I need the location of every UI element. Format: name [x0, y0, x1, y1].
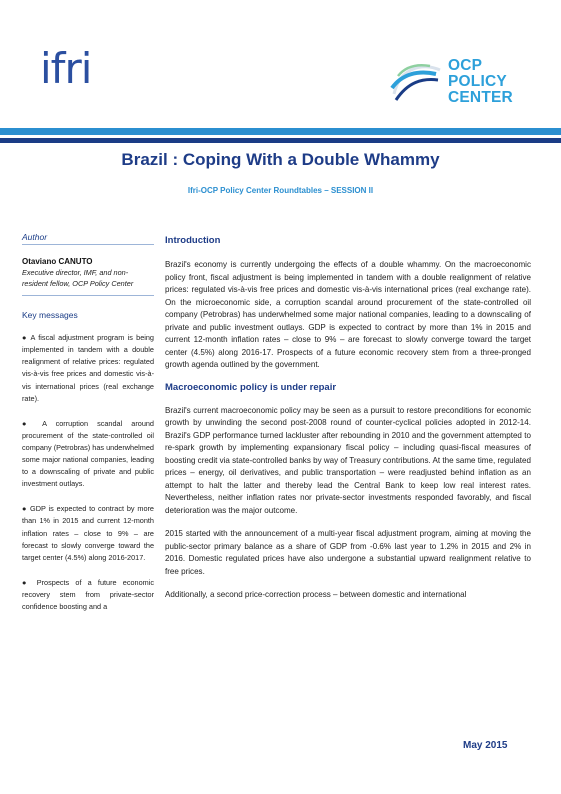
introduction-paragraph: Brazil's economy is currently undergoing the effects of a double whammy. On the macroeconomic policy front, fiscal adjustment is being implemented in tandem with a double realignment of relative prices: regulated vis-à-vis free prices and domestic vis-à-vis international prices (real exchange rate). On the microeconomic side, a corruption scandal around procurement of the state-controlled oil company (Petrobras) has underwhelmed some major national companies, leading to a downscaling of private and public investment outlays. GDP is expected to contract by more than 1% in 2015 and current 12-month inflation rates – close to 9% – are forecast to slowly converge toward the target center (4.5%) along 2016-17. Prospects of a future economic recovery stem from a three-pronged growth agenda outlined by the government. — [165, 260, 531, 369]
key-message-bullet: ● GDP is expected to contract by more than 1% in 2015 and current 12-month inflation rates – close to 9% – are forecast to slowly converge toward the target center (4.5%) along 2016-2017. — [22, 504, 154, 562]
sidebar — [22, 232, 154, 613]
macro-paragraph-2: 2015 started with the announcement of a multi-year fiscal adjustment program, aiming at moving the public-sector primary balance as a share of GDP from -0.6% last year to 1.2% in 2015 and 2% in 2016. Domestic regulated prices have also undergone a substantial upward realignment relative to free prices. — [165, 529, 531, 576]
ocp-logo-line-2: POLICY — [448, 73, 507, 90]
section-heading-introduction: Introduction — [165, 235, 221, 246]
key-message-bullet: ● Prospects of a future economic recovery stem from private-sector confidence boosting and a — [22, 577, 154, 611]
section-heading-macroeconomic: Macroeconomic policy is under repair — [165, 381, 337, 393]
key-message-bullet: ● A fiscal adjustment program is being implemented in tandem with a double realignment of relative prices: regulated vis-à-vis free prices and domestic vis-à-vis international prices (real exchange rate). — [22, 333, 154, 403]
key-message-bullet: ● A corruption scandal around procurement of the state-controlled oil company (Petrobras) has underwhelmed some major national companies, leading to a downscaling of private and public investment outlays. — [22, 418, 154, 489]
publication-date: May 2015 — [463, 740, 508, 751]
ifri-logo: ifri — [40, 44, 92, 93]
author-name: Otaviano CANUTO — [22, 257, 93, 266]
author-divider — [22, 244, 154, 245]
main-content — [165, 235, 531, 602]
author-heading: Author — [22, 232, 48, 242]
ocp-swirl-icon — [388, 54, 446, 112]
ocp-logo-line-3: CENTER — [448, 89, 513, 106]
macro-paragraph-1: Brazil's current macroeconomic policy may be seen as a pursuit to restore preconditions for economic growth by unwinding the second post-2008 round of counter-cyclical policies adopted in 2012-14. Brazil's GDP performance turned lackluster after rebounding in 2010 and the government attempted to re-spark growth by implementing expansionary fiscal policy – including quasi-fiscal measures of boosting credit via state-controlled banks by way of Treasury contributions. At the same time, regulated prices – energy, oil derivatives, and public transportation – were readjusted behind inflation as an attempt to halt the latter and thereby lead the Central Bank to keep low real interest rates. Nevertheless, neither inflation rates nor private-sector investments responded favorably, and fiscal deterioration was the major outcome. — [165, 405, 531, 515]
header-stripe-light — [0, 128, 561, 135]
author-role: Executive director, IMF, and non-resident fellow, OCP Policy Center — [22, 268, 134, 288]
key-messages-heading: Key messages — [22, 310, 78, 321]
document-title: Brazil : Coping With a Double Whammy — [121, 150, 440, 169]
document-subtitle: Ifri-OCP Policy Center Roundtables – SESSION II — [187, 186, 374, 195]
macro-paragraph-3: Additionally, a second price-correction process – between domestic and international — [165, 590, 467, 599]
ocp-logo-line-1: OCP — [448, 57, 483, 74]
header-stripe-dark — [0, 138, 561, 143]
ocp-policy-center-logo — [388, 54, 536, 112]
key-messages-divider — [22, 295, 154, 296]
